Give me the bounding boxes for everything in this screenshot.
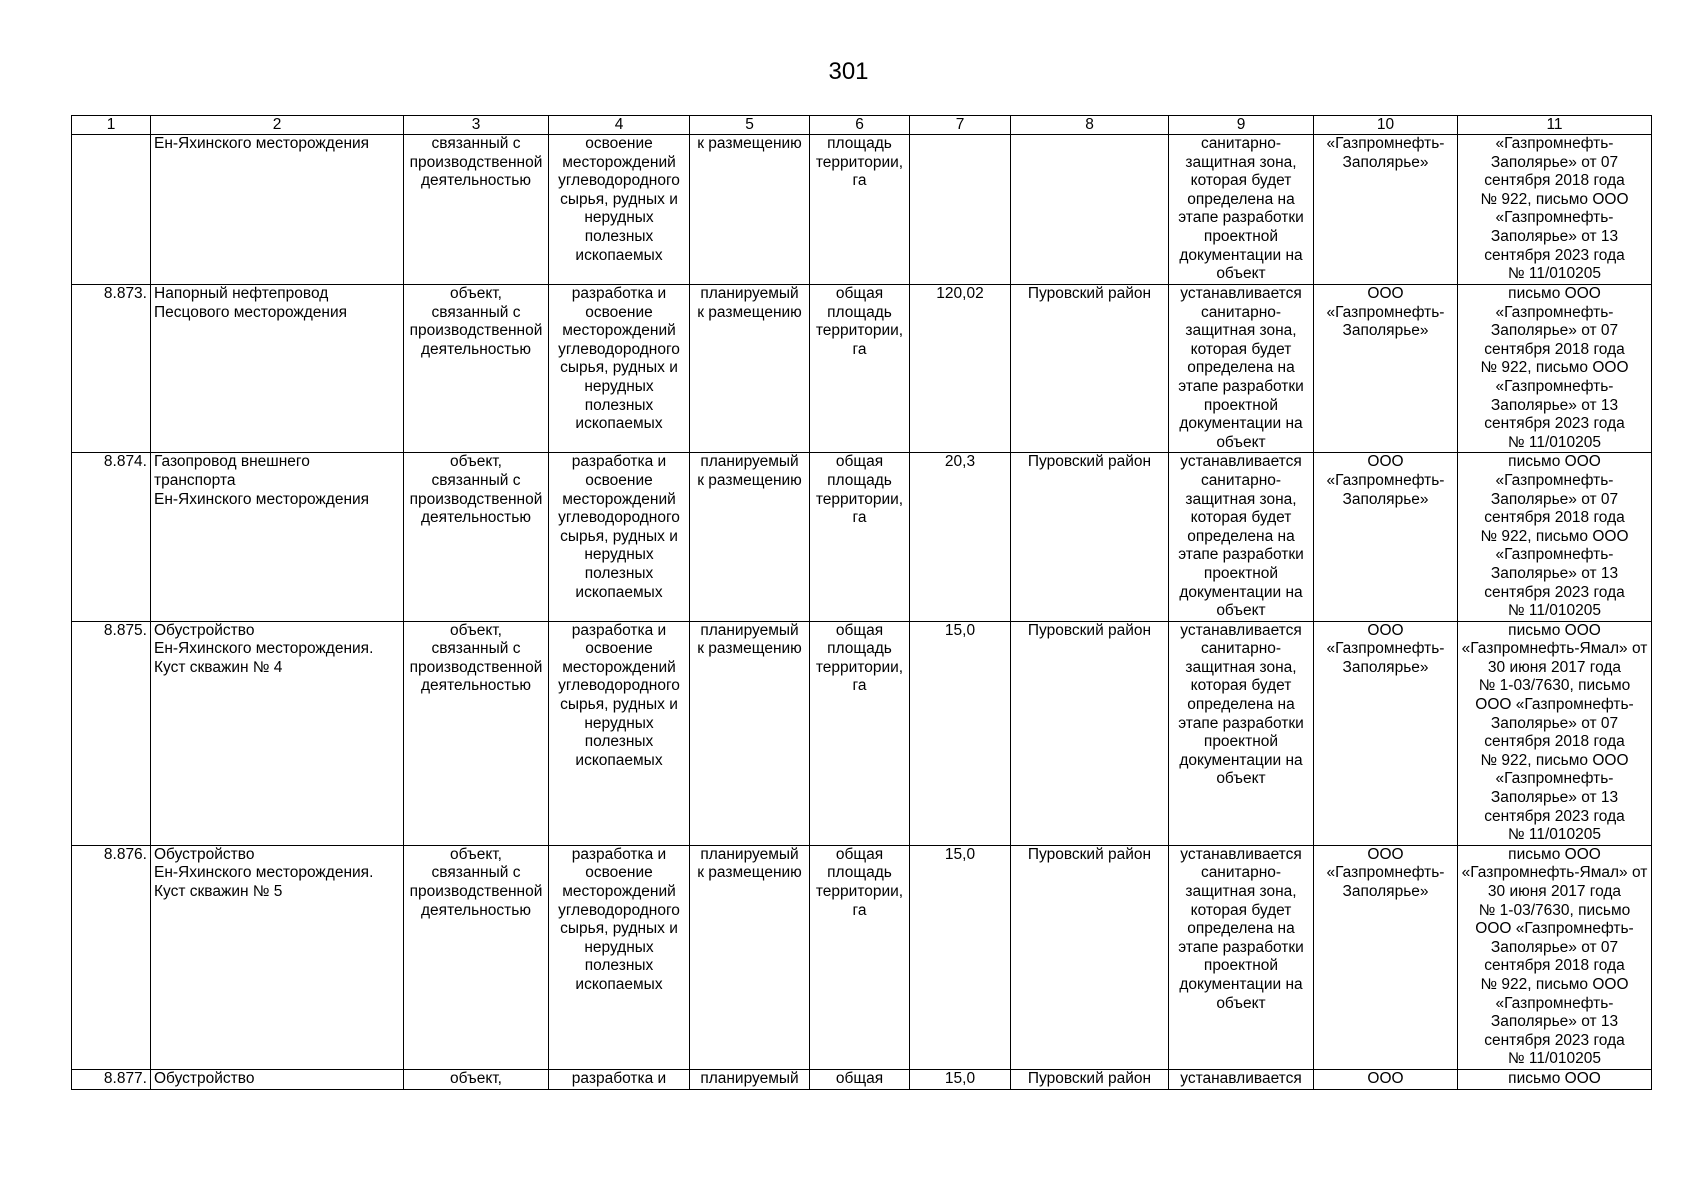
table-row (72, 453, 1652, 621)
basis-document: письмо ООО «Газпромнефть- Заполярье» от 07 сентября 2018 года № 922, письмо ООО «Газпромнефть- Заполярье» от 13 сентября 2023 года № 11/010205 (1458, 453, 1652, 621)
row-number: 8.875. (72, 621, 151, 845)
object-type: объект, связанный с производственной деятельностью (404, 621, 549, 845)
object-status: планируемый к размещению (690, 285, 810, 453)
characteristic-value: 15,0 (910, 621, 1011, 845)
basis-document: письмо ООО «Газпромнефть-Ямал» от 30 июня 2017 года № 1-03/7630, письмо ООО «Газпромнефть- Заполярье» от 07 сентября 2018 года № 922, письмо ООО «Газпромнефть- Заполярье» от 13 сентября 2023 года № 11/010205 (1458, 845, 1652, 1069)
object-type: объект, связанный с производственной деятельностью (404, 453, 549, 621)
table-row (72, 1069, 1652, 1089)
responsible-organization: «Газпромнефть- Заполярье» (1314, 135, 1458, 285)
responsible-organization: ООО «Газпромнефть- Заполярье» (1314, 453, 1458, 621)
object-status: к размещению (690, 135, 810, 285)
column-number: 9 (1169, 116, 1314, 135)
responsible-organization: ООО (1314, 1069, 1458, 1089)
basis-document: письмо ООО «Газпромнефть- Заполярье» от 07 сентября 2018 года № 922, письмо ООО «Газпромнефть- Заполярье» от 13 сентября 2023 года № 11/010205 (1458, 285, 1652, 453)
column-number: 3 (404, 116, 549, 135)
object-location: Пуровский район (1011, 1069, 1169, 1089)
object-location: Пуровский район (1011, 621, 1169, 845)
characteristic-name: общая площадь территории, га (810, 285, 910, 453)
object-name: Обустройство (151, 1069, 404, 1089)
characteristic-name: общая (810, 1069, 910, 1089)
object-status: планируемый к размещению (690, 453, 810, 621)
column-number: 11 (1458, 116, 1652, 135)
column-number-row (72, 116, 1652, 135)
object-purpose: разработка и освоение месторождений углеводородного сырья, рудных и нерудных полезных ископаемых (549, 845, 690, 1069)
page-number: 301 (828, 58, 869, 85)
object-name: Обустройство Ен-Яхинского месторождения. Куст скважин № 4 (151, 621, 404, 845)
object-purpose: разработка и освоение месторождений углеводородного сырья, рудных и нерудных полезных ископаемых (549, 285, 690, 453)
basis-document: письмо ООО «Газпромнефть-Ямал» от 30 июня 2017 года № 1-03/7630, письмо ООО «Газпромнефть- Заполярье» от 07 сентября 2018 года № 922, письмо ООО «Газпромнефть- Заполярье» от 13 сентября 2023 года № 11/010205 (1458, 621, 1652, 845)
protection-zone: устанавливается санитарно- защитная зона, которая будет определена на этапе разработки проектной документации на объект (1169, 285, 1314, 453)
object-purpose: освоение месторождений углеводородного сырья, рудных и нерудных полезных ископаемых (549, 135, 690, 285)
column-number: 10 (1314, 116, 1458, 135)
object-purpose: разработка и (549, 1069, 690, 1089)
objects-table (71, 115, 1652, 1090)
object-location: Пуровский район (1011, 453, 1169, 621)
protection-zone: устанавливается санитарно- защитная зона, которая будет определена на этапе разработки проектной документации на объект (1169, 453, 1314, 621)
characteristic-name: общая площадь территории, га (810, 621, 910, 845)
object-name: Обустройство Ен-Яхинского месторождения. Куст скважин № 5 (151, 845, 404, 1069)
protection-zone: санитарно- защитная зона, которая будет определена на этапе разработки проектной документации на объект (1169, 135, 1314, 285)
characteristic-name: общая площадь территории, га (810, 453, 910, 621)
table-row (72, 285, 1652, 453)
table-row (72, 845, 1652, 1069)
column-number: 1 (72, 116, 151, 135)
column-number: 8 (1011, 116, 1169, 135)
row-number: 8.876. (72, 845, 151, 1069)
column-number: 6 (810, 116, 910, 135)
object-name: Напорный нефтепровод Песцового месторождения (151, 285, 404, 453)
object-location (1011, 135, 1169, 285)
object-type: объект, связанный с производственной деятельностью (404, 845, 549, 1069)
characteristic-name: площадь территории, га (810, 135, 910, 285)
characteristic-value (910, 135, 1011, 285)
table-row (72, 135, 1652, 285)
basis-document: письмо ООО (1458, 1069, 1652, 1089)
object-name: Ен-Яхинского месторождения (151, 135, 404, 285)
basis-document: «Газпромнефть- Заполярье» от 07 сентября 2018 года № 922, письмо ООО «Газпромнефть- Заполярье» от 13 сентября 2023 года № 11/010205 (1458, 135, 1652, 285)
row-number: 8.873. (72, 285, 151, 453)
protection-zone: устанавливается (1169, 1069, 1314, 1089)
protection-zone: устанавливается санитарно- защитная зона, которая будет определена на этапе разработки проектной документации на объект (1169, 845, 1314, 1069)
row-number (72, 135, 151, 285)
object-location: Пуровский район (1011, 285, 1169, 453)
characteristic-value: 120,02 (910, 285, 1011, 453)
object-status: планируемый к размещению (690, 845, 810, 1069)
row-number: 8.877. (72, 1069, 151, 1089)
object-status: планируемый (690, 1069, 810, 1089)
column-number: 5 (690, 116, 810, 135)
object-purpose: разработка и освоение месторождений углеводородного сырья, рудных и нерудных полезных ископаемых (549, 453, 690, 621)
object-purpose: разработка и освоение месторождений углеводородного сырья, рудных и нерудных полезных ископаемых (549, 621, 690, 845)
responsible-organization: ООО «Газпромнефть- Заполярье» (1314, 845, 1458, 1069)
object-name: Газопровод внешнего транспорта Ен-Яхинского месторождения (151, 453, 404, 621)
column-number: 7 (910, 116, 1011, 135)
object-type: объект, (404, 1069, 549, 1089)
column-number: 2 (151, 116, 404, 135)
row-number: 8.874. (72, 453, 151, 621)
characteristic-name: общая площадь территории, га (810, 845, 910, 1069)
object-type: объект, связанный с производственной деятельностью (404, 285, 549, 453)
characteristic-value: 15,0 (910, 845, 1011, 1069)
object-location: Пуровский район (1011, 845, 1169, 1069)
protection-zone: устанавливается санитарно- защитная зона, которая будет определена на этапе разработки проектной документации на объект (1169, 621, 1314, 845)
characteristic-value: 15,0 (910, 1069, 1011, 1089)
responsible-organization: ООО «Газпромнефть- Заполярье» (1314, 285, 1458, 453)
table-row (72, 621, 1652, 845)
characteristic-value: 20,3 (910, 453, 1011, 621)
column-number: 4 (549, 116, 690, 135)
object-type: связанный с производственной деятельностью (404, 135, 549, 285)
object-status: планируемый к размещению (690, 621, 810, 845)
responsible-organization: ООО «Газпромнефть- Заполярье» (1314, 621, 1458, 845)
